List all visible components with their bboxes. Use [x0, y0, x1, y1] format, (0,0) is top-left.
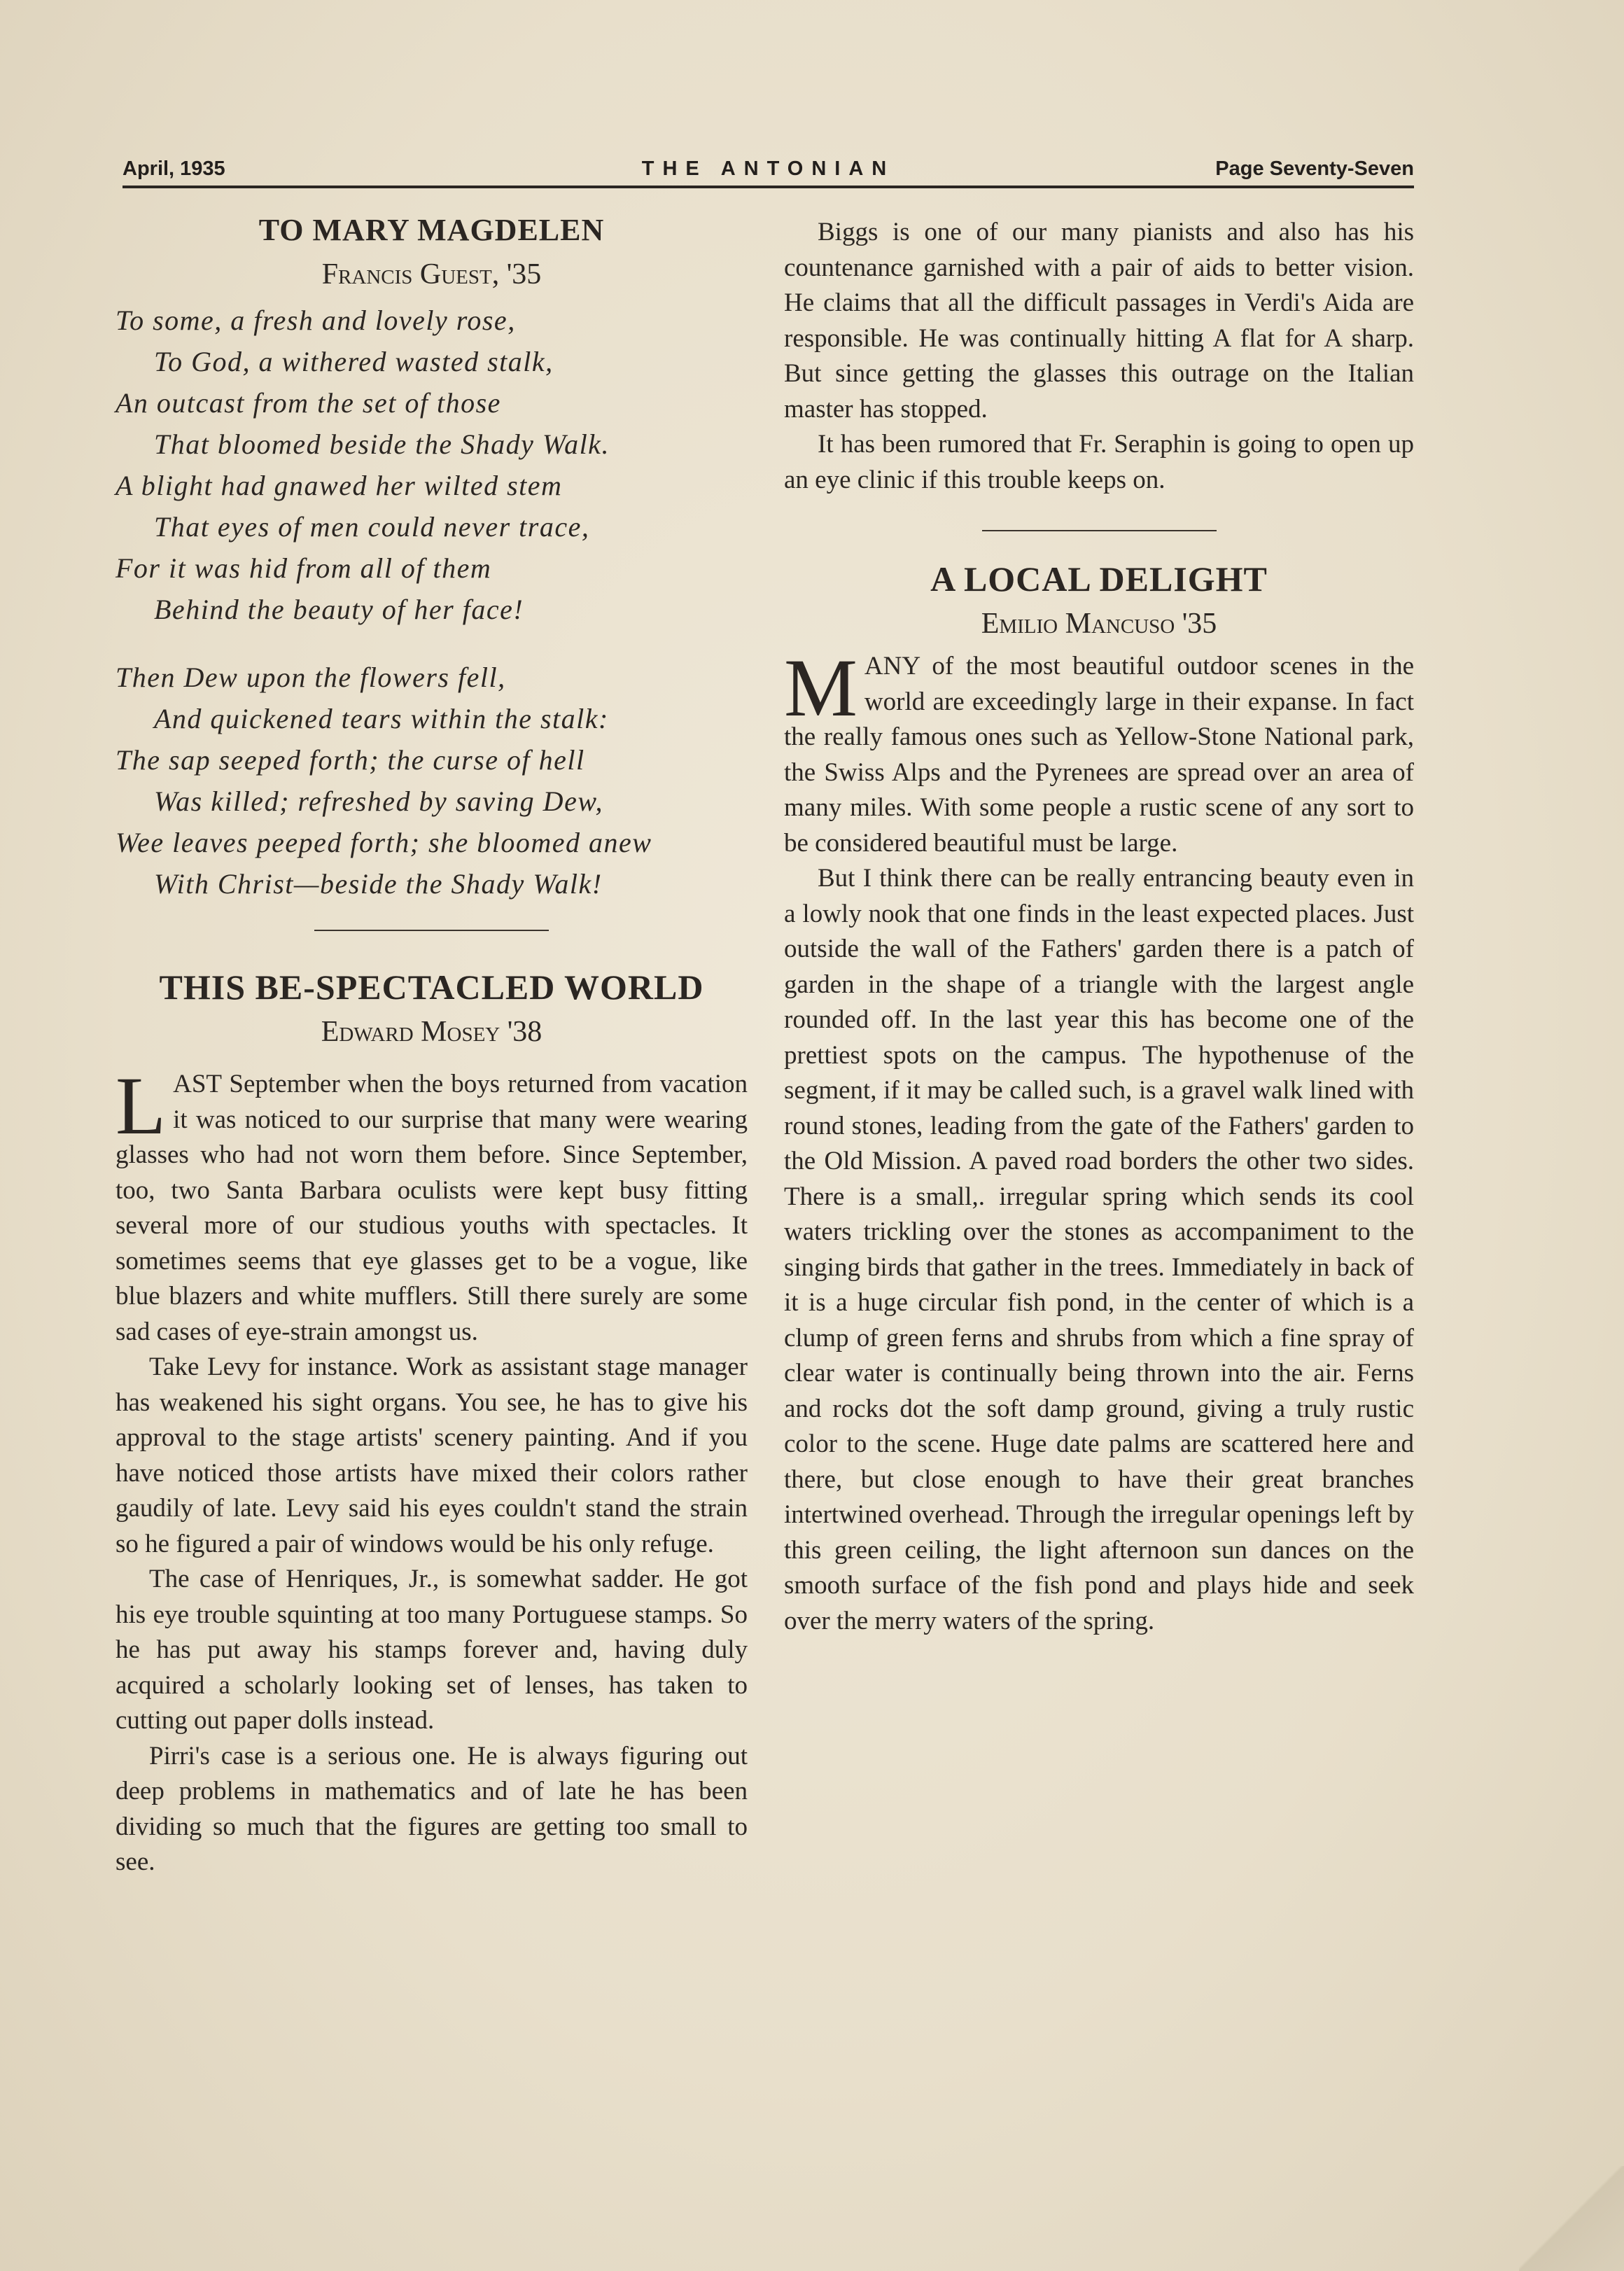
poem-line: Was killed; refreshed by saving Dew,	[154, 785, 604, 817]
article-title: THIS BE-SPECTACLED WORLD	[159, 967, 704, 1007]
article-title: A LOCAL DELIGHT	[930, 559, 1268, 599]
page-corner	[1519, 2166, 1624, 2271]
header-date: April, 1935	[122, 158, 225, 180]
drop-cap: L	[115, 1060, 167, 1152]
drop-cap: M	[784, 642, 858, 734]
article-paragraph: It has been rumored that Fr. Seraphin is going to open up an eye clinic if this trouble keeps on.	[784, 430, 1414, 494]
article-paragraph: Pirri's case is a serious one. He is always figuring out deep problems in mathematics and of late he has been dividing so much that the figures are getting too small to see.	[115, 1741, 748, 1876]
poem-line: The sap seeped forth; the curse of hell	[115, 744, 585, 776]
running-header	[122, 155, 1414, 186]
poem-body	[115, 300, 748, 904]
poem-line: To some, a fresh and lovely rose,	[115, 305, 516, 336]
poem-line: Wee leaves peeped forth; she bloomed anew	[115, 827, 652, 858]
article-continuation	[784, 215, 1414, 498]
poem-byline: Francis Guest, '35	[321, 258, 542, 291]
header-rule	[122, 186, 1414, 188]
article-paragraph: Take Levy for instance. Work as assistant stage manager has weakened his sight organs. You see, he has to give his approval to the stage artists' scenery painting. And if you have noticed those artists have mixed their colors rather gaudily of late. Levy said his eyes couldn't stand the strain so he figured a pair of windows would be his only refuge.	[115, 1353, 748, 1558]
poem-line: A blight had gnawed her wilted stem	[115, 470, 563, 501]
poem-line: With Christ—beside the Shady Walk!	[154, 868, 603, 900]
poem-line: Then Dew upon the flowers fell,	[115, 662, 506, 693]
article-paragraph: But I think there can be really entrancing beauty even in a lowly nook that one finds in the least expected places. Just outside the wall of the Fathers' garden there is a patch of garden in the shape of a triangle with the largest angle rounded off. In the last year this has become one of the prettiest spots on the campus. The hypothenuse of the segment, if it may be called such, is a gravel walk lined with round stones, leading from the gate of the Fathers' garden to the Old Mission. A paved road borders the other two sides. There is a small,. irregular spring which sends its cool waters trickling over the stones as accompaniment to the singing birds that gather in the trees. Immediately in back of it is a huge circular fish pond, in the center of which is a clump of green ferns and shrubs from which a fine spray of clear water is continually being thrown into the air. Ferns and rocks dot the soft damp ground, giving a truly rustic color to the scene. Huge date palms are scattered here and there, but close enough to have their great branches intertwined overhead. Through the irregular openings left by this green ceiling, the light afternoon sun dances on the smooth surface of the fish pond and plays hide and seek over the merry waters of the spring.	[784, 864, 1414, 1635]
poem-line: An outcast from the set of those	[115, 387, 501, 419]
header-page-number: Page Seventy-Seven	[1215, 158, 1414, 180]
poem-title: TO MARY MAGDELEN	[258, 213, 605, 247]
poem-line: Behind the beauty of her face!	[154, 594, 524, 625]
article-paragraph: Biggs is one of our many pianists and also has his countenance garnished with a pair of aids to better vision. He claims that all the difficult passages in Verdi's Aida are responsible. He was continually hitting A flat for A sharp. But since getting the glasses this outrage on the Italian master has stopped.	[784, 218, 1414, 424]
article-paragraph: LAST September when the boys returned from vacation it was noticed to our surprise that many were wearing glasses who had not worn them before. Since September, too, two Santa Barbara oculists were kept busy fitting several more of our studious youths with spectacles. It sometimes seems that eye glasses get to be a vogue, like blue blazers and white mufflers. Still there surely are some sad cases of eye-strain amongst us.	[115, 1060, 748, 1346]
header-publication: THE ANTONIAN	[641, 158, 895, 180]
left-column	[115, 210, 748, 1880]
poem-line: To God, a withered wasted stalk,	[154, 346, 554, 377]
stanza-break	[115, 630, 748, 657]
poem-line: For it was hid from all of them	[115, 552, 492, 584]
article-byline: Emilio Mancuso '35	[981, 608, 1217, 640]
article-body	[115, 1060, 748, 1880]
poem-line: That eyes of men could never trace,	[154, 511, 590, 543]
poem-line: And quickened tears within the stalk:	[154, 703, 609, 734]
article-paragraph: MANY of the most beautiful outdoor scenes in the world are exceedingly large in their expanse. In fact the really famous ones such as Yellow-Stone National park, the Swiss Alps and the Pyrenees are spread over an area of many miles. With some people a rustic scene of any sort to be considered beautiful must be large.	[784, 642, 1414, 858]
article-byline: Edward Mosey '38	[321, 1016, 542, 1048]
article-body	[784, 642, 1414, 1639]
right-column	[784, 215, 1414, 1639]
article-paragraph: The case of Henriques, Jr., is somewhat sadder. He got his eye trouble squinting at too many Portuguese stamps. So he has put away his stamps forever and, having duly acquired a scholarly looking set of lenses, has taken to cutting out paper dolls instead.	[115, 1565, 748, 1735]
poem-line: That bloomed beside the Shady Walk.	[154, 428, 610, 460]
